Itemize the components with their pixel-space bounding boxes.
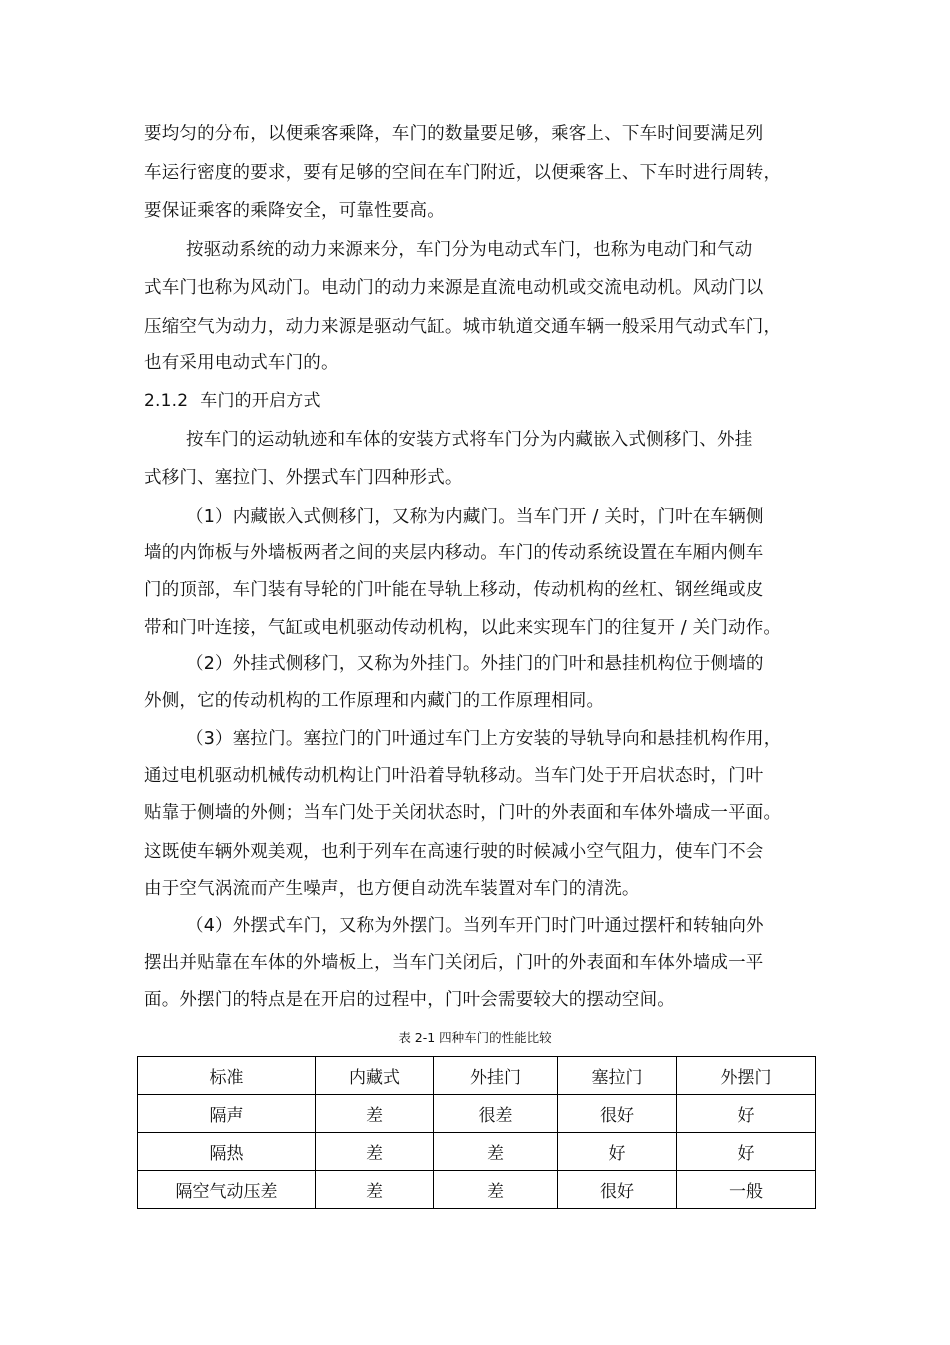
- table-header-row: [138, 1057, 816, 1095]
- text-line: （1）内藏嵌入式侧移门，又称为内藏门。当车门开 / 关时，门叶在车辆侧: [186, 507, 764, 527]
- text-line: 式移门、塞拉门、外摆式车门四种形式。: [144, 468, 463, 488]
- text-line: 墙的内饰板与外墙板两者之间的夹层内移动。车门的传动系统设置在车厢内侧车: [144, 543, 764, 563]
- table-row: [138, 1095, 816, 1133]
- table-cell: 差: [316, 1095, 434, 1133]
- text-line: （2）外挂式侧移门，又称为外挂门。外挂门的门叶和悬挂机构位于侧墙的: [186, 654, 764, 674]
- table-cell: 一般: [677, 1171, 816, 1209]
- table-caption: 表 2-1 四种车门的性能比较: [398, 1030, 552, 1045]
- table-cell: 很好: [558, 1095, 677, 1133]
- section-heading: [144, 389, 321, 413]
- text-line: 按驱动系统的动力来源来分，车门分为电动式车门，也称为电动门和气动: [186, 240, 753, 260]
- text-line: 这既使车辆外观美观，也利于列车在高速行驶的时候减小空气阻力，使车门不会: [144, 842, 764, 862]
- text-line: 要均匀的分布，以便乘客乘降，车门的数量要足够，乘客上、下车时间要满足列: [144, 124, 764, 144]
- header-cell: 内藏式: [316, 1057, 434, 1095]
- table-cell: 隔热: [138, 1133, 316, 1171]
- text-line: 式车门也称为风动门。电动门的动力来源是直流电动机或交流电动机。风动门以: [144, 278, 764, 298]
- table-cell: 好: [677, 1095, 816, 1133]
- text-line: 门的顶部，车门装有导轮的门叶能在导轨上移动，传动机构的丝杠、钢丝绳或皮: [144, 580, 764, 600]
- comparison-table: [137, 1056, 816, 1209]
- text-line: 要保证乘客的乘降安全，可靠性要高。: [144, 201, 445, 221]
- text-line: 面。外摆门的特点是在开启的过程中，门叶会需要较大的摆动空间。: [144, 990, 675, 1010]
- table-cell: 隔空气动压差: [138, 1171, 316, 1209]
- section-title: 车门的开启方式: [200, 391, 321, 411]
- header-cell: 标准: [138, 1057, 316, 1095]
- header-cell: 外摆门: [677, 1057, 816, 1095]
- text-line: （3）塞拉门。塞拉门的门叶通过车门上方安装的导轨导向和悬挂机构作用，: [186, 729, 782, 749]
- table-cell: 很好: [558, 1171, 677, 1209]
- text-line: 外侧，它的传动机构的工作原理和内藏门的工作原理相同。: [144, 691, 605, 711]
- table-cell: 差: [316, 1171, 434, 1209]
- table-cell: 好: [677, 1133, 816, 1171]
- section-number: 2.1.2: [144, 391, 189, 411]
- header-cell: 外挂门: [434, 1057, 558, 1095]
- text-line: 摆出并贴靠在车体的外墙板上，当车门关闭后，门叶的外表面和车体外墙成一平: [144, 953, 764, 973]
- text-line: 由于空气涡流而产生噪声，也方便自动洗车装置对车门的清洗。: [144, 879, 640, 899]
- table-row: [138, 1133, 816, 1171]
- table-row: [138, 1171, 816, 1209]
- table-cell: 差: [316, 1133, 434, 1171]
- table-cell: 隔声: [138, 1095, 316, 1133]
- table-cell: 很差: [434, 1095, 558, 1133]
- text-line: 通过电机驱动机械传动机构让门叶沿着导轨移动。当车门处于开启状态时，门叶: [144, 766, 764, 786]
- text-line: 压缩空气为动力，动力来源是驱动气缸。城市轨道交通车辆一般采用气动式车门，: [144, 317, 782, 337]
- table-cell: 差: [434, 1133, 558, 1171]
- text-line: 带和门叶连接，气缸或电机驱动传动机构，以此来实现车门的往复开 / 关门动作。: [144, 618, 782, 638]
- text-line: 也有采用电动式车门的。: [144, 353, 339, 373]
- text-line: 按车门的运动轨迹和车体的安装方式将车门分为内藏嵌入式侧移门、外挂: [186, 430, 753, 450]
- header-cell: 塞拉门: [558, 1057, 677, 1095]
- text-line: （4）外摆式车门，又称为外摆门。当列车开门时门叶通过摆杆和转轴向外: [186, 916, 764, 936]
- table-cell: 好: [558, 1133, 677, 1171]
- text-line: 贴靠于侧墙的外侧；当车门处于关闭状态时，门叶的外表面和车体外墙成一平面。: [144, 803, 782, 823]
- text-line: 车运行密度的要求，要有足够的空间在车门附近，以便乘客上、下车时进行周转，: [144, 163, 782, 183]
- table-cell: 差: [434, 1171, 558, 1209]
